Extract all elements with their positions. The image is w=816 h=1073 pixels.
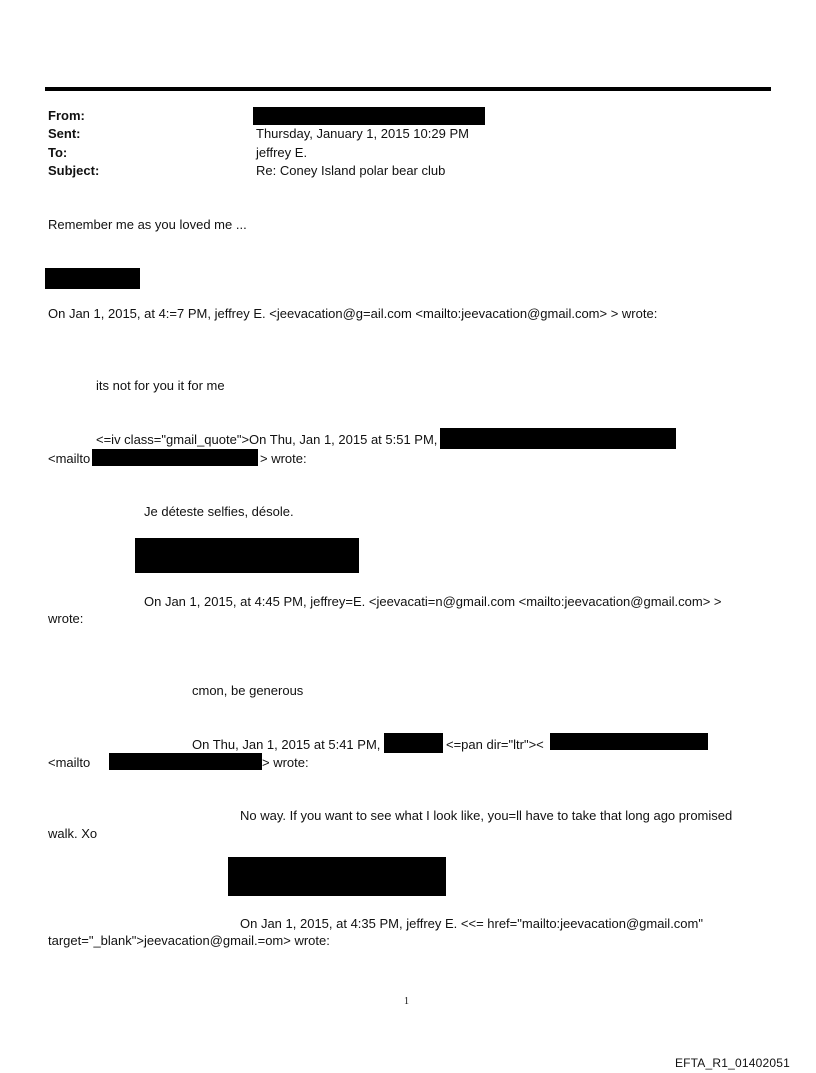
quote-header-2-mailto: <mailto <box>48 451 91 466</box>
redaction-signature <box>45 268 140 289</box>
quote-header-2: <=iv class="gmail_quote">On Thu, Jan 1, 2015 at 5:51 PM, <box>96 432 438 447</box>
body-line-for-me: its not for you it for me <box>96 378 225 393</box>
redaction-sender-2 <box>440 428 676 449</box>
sent-label: Sent: <box>48 126 81 141</box>
redaction-mailto-2 <box>92 449 258 466</box>
quote-header-4-wrote: > wrote: <box>262 755 309 770</box>
body-line-remember: Remember me as you loved me ... <box>48 217 247 232</box>
body-line-selfies: Je déteste selfies, désole. <box>144 504 294 519</box>
from-label: From: <box>48 108 85 123</box>
body-line-cmon: cmon, be generous <box>192 683 304 698</box>
page-number: 1 <box>404 996 409 1007</box>
body-line-no-way: No way. If you want to see what I look like, you=ll have to take that long ago promised <box>240 808 733 823</box>
sent-value: Thursday, January 1, 2015 10:29 PM <box>256 126 469 141</box>
header-divider <box>45 87 771 91</box>
quote-header-5-wrote: target="_blank">jeevacation@gmail.=om> wrote: <box>48 933 330 948</box>
redaction-from <box>253 107 485 125</box>
quote-header-5: On Jan 1, 2015, at 4:35 PM, jeffrey E. <<= href="mailto:jeevacation@gmail.com" <box>240 916 703 931</box>
quote-header-3: On Jan 1, 2015, at 4:45 PM, jeffrey=E. <jeevacati=n@gmail.com <mailto:jeevacation@gmail.com> > <box>144 594 722 609</box>
quote-header-4: On Thu, Jan 1, 2015 at 5:41 PM, <box>192 737 381 752</box>
quote-header-3-wrote: wrote: <box>48 611 84 626</box>
subject-value: Re: Coney Island polar bear club <box>256 163 446 178</box>
body-line-walk: walk. Xo <box>48 826 98 841</box>
quote-header-4-span: <=pan dir="ltr">< <box>446 737 544 752</box>
subject-label: Subject: <box>48 163 100 178</box>
quote-header-4-mailto: <mailto <box>48 755 91 770</box>
redaction-name-4 <box>384 733 443 753</box>
to-label: To: <box>48 145 68 160</box>
to-value: jeffrey E. <box>256 145 308 160</box>
quote-header-2-wrote: > wrote: <box>260 451 307 466</box>
document-id: EFTA_R1_01402051 <box>674 1056 790 1070</box>
redaction-email-4 <box>550 733 708 750</box>
redaction-mailto-4 <box>109 753 262 770</box>
quote-header-1: On Jan 1, 2015, at 4:=7 PM, jeffrey E. <jeevacation@g=ail.com <mailto:jeevacation@gmail.com> > wrote: <box>48 306 658 321</box>
redaction-signature-2 <box>135 538 359 573</box>
redaction-signature-3 <box>228 857 446 896</box>
